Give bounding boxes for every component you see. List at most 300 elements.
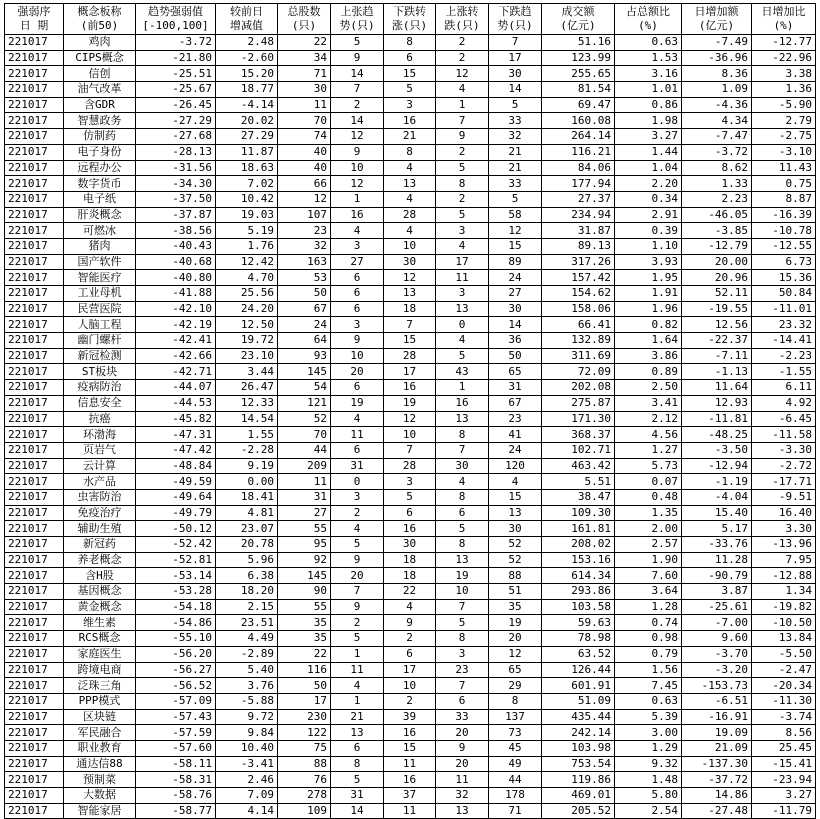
cell-down-to-up: 16	[384, 380, 436, 396]
cell-trend-strength: -56.27	[136, 662, 216, 678]
cell-change-vs-prev: 20.78	[216, 537, 278, 553]
cell-down-trend: 73	[489, 725, 542, 741]
cell-rank-date: 221017	[5, 160, 64, 176]
cell-turnover: 208.02	[542, 537, 615, 553]
cell-rank-date: 221017	[5, 489, 64, 505]
cell-down-to-up: 10	[384, 678, 436, 694]
cell-up-to-down: 3	[436, 286, 489, 302]
table-row	[5, 521, 816, 537]
cell-daily-increase-pct: -2.47	[752, 662, 816, 678]
cell-trend-strength: -41.88	[136, 286, 216, 302]
cell-up-to-down: 30	[436, 458, 489, 474]
table-row	[5, 631, 816, 647]
cell-up-trend: 0	[331, 474, 384, 490]
cell-change-vs-prev: 26.47	[216, 380, 278, 396]
cell-concept-name: 可燃冰	[64, 223, 136, 239]
cell-rank-date: 221017	[5, 599, 64, 615]
cell-daily-increase: -6.51	[682, 693, 752, 709]
cell-total-stocks: 66	[278, 176, 331, 192]
table-row	[5, 740, 816, 756]
cell-rank-date: 221017	[5, 474, 64, 490]
cell-down-to-up: 19	[384, 395, 436, 411]
cell-up-trend: 4	[331, 678, 384, 694]
cell-daily-increase-pct: 6.73	[752, 254, 816, 270]
cell-up-trend: 14	[331, 113, 384, 129]
table-row	[5, 678, 816, 694]
cell-total-stocks: 54	[278, 380, 331, 396]
cell-total-stocks: 34	[278, 50, 331, 66]
cell-concept-name: 人脑工程	[64, 317, 136, 333]
cell-share-of-total: 1.28	[615, 599, 682, 615]
cell-daily-increase-pct: -3.74	[752, 709, 816, 725]
cell-up-to-down: 33	[436, 709, 489, 725]
cell-total-stocks: 163	[278, 254, 331, 270]
cell-concept-name: ST板块	[64, 364, 136, 380]
cell-share-of-total: 2.57	[615, 537, 682, 553]
cell-daily-increase: -7.47	[682, 129, 752, 145]
cell-up-trend: 6	[331, 270, 384, 286]
cell-share-of-total: 2.12	[615, 411, 682, 427]
cell-daily-increase-pct: -5.50	[752, 646, 816, 662]
cell-concept-name: 远程办公	[64, 160, 136, 176]
cell-up-trend: 6	[331, 380, 384, 396]
cell-daily-increase: -12.94	[682, 458, 752, 474]
cell-up-to-down: 13	[436, 803, 489, 819]
cell-down-to-up: 17	[384, 662, 436, 678]
header-concept-name-line: (前50)	[80, 19, 119, 32]
cell-share-of-total: 3.27	[615, 129, 682, 145]
cell-trend-strength: -25.51	[136, 66, 216, 82]
cell-rank-date: 221017	[5, 568, 64, 584]
cell-up-trend: 9	[331, 552, 384, 568]
table-row	[5, 646, 816, 662]
cell-down-trend: 21	[489, 144, 542, 160]
cell-rank-date: 221017	[5, 207, 64, 223]
header-turnover-line: 成交额	[561, 5, 595, 18]
cell-share-of-total: 3.16	[615, 66, 682, 82]
cell-rank-date: 221017	[5, 709, 64, 725]
table-row	[5, 489, 816, 505]
cell-share-of-total: 0.74	[615, 615, 682, 631]
cell-daily-increase: -7.49	[682, 35, 752, 51]
cell-concept-name: 肝炎概念	[64, 207, 136, 223]
cell-daily-increase: -46.05	[682, 207, 752, 223]
cell-down-trend: 21	[489, 160, 542, 176]
cell-down-trend: 29	[489, 678, 542, 694]
cell-up-trend: 9	[331, 50, 384, 66]
cell-total-stocks: 11	[278, 97, 331, 113]
cell-share-of-total: 1.29	[615, 740, 682, 756]
cell-concept-name: 幽门螺杆	[64, 333, 136, 349]
cell-share-of-total: 5.39	[615, 709, 682, 725]
cell-down-trend: 52	[489, 552, 542, 568]
table-row	[5, 97, 816, 113]
header-rank-date-line: 强弱序	[17, 5, 51, 18]
cell-total-stocks: 24	[278, 317, 331, 333]
cell-up-trend: 10	[331, 160, 384, 176]
header-daily-increase-line: (亿元)	[698, 19, 735, 32]
table-row	[5, 113, 816, 129]
cell-up-trend: 2	[331, 615, 384, 631]
cell-daily-increase-pct: 50.84	[752, 286, 816, 302]
cell-share-of-total: 0.86	[615, 97, 682, 113]
cell-up-to-down: 5	[436, 521, 489, 537]
cell-total-stocks: 27	[278, 505, 331, 521]
cell-rank-date: 221017	[5, 584, 64, 600]
cell-total-stocks: 53	[278, 270, 331, 286]
header-daily-increase	[682, 4, 752, 35]
cell-down-trend: 5	[489, 191, 542, 207]
cell-turnover: 51.09	[542, 693, 615, 709]
cell-share-of-total: 1.53	[615, 50, 682, 66]
cell-up-trend: 1	[331, 191, 384, 207]
cell-share-of-total: 1.04	[615, 160, 682, 176]
cell-rank-date: 221017	[5, 772, 64, 788]
table-row	[5, 254, 816, 270]
cell-change-vs-prev: -2.89	[216, 646, 278, 662]
cell-total-stocks: 35	[278, 615, 331, 631]
cell-share-of-total: 0.63	[615, 693, 682, 709]
cell-up-to-down: 2	[436, 144, 489, 160]
cell-change-vs-prev: 18.20	[216, 584, 278, 600]
cell-concept-name: 新冠药	[64, 537, 136, 553]
cell-down-to-up: 8	[384, 35, 436, 51]
cell-rank-date: 221017	[5, 50, 64, 66]
cell-turnover: 63.52	[542, 646, 615, 662]
cell-down-trend: 23	[489, 411, 542, 427]
cell-down-trend: 27	[489, 286, 542, 302]
cell-change-vs-prev: 23.10	[216, 348, 278, 364]
cell-daily-increase-pct: 4.92	[752, 395, 816, 411]
table-row	[5, 82, 816, 98]
cell-up-trend: 5	[331, 772, 384, 788]
cell-total-stocks: 22	[278, 35, 331, 51]
cell-concept-name: 云计算	[64, 458, 136, 474]
cell-total-stocks: 40	[278, 144, 331, 160]
cell-total-stocks: 95	[278, 537, 331, 553]
cell-rank-date: 221017	[5, 286, 64, 302]
cell-daily-increase-pct: -19.82	[752, 599, 816, 615]
cell-trend-strength: -45.82	[136, 411, 216, 427]
cell-concept-name: 家庭医生	[64, 646, 136, 662]
cell-daily-increase-pct: -9.51	[752, 489, 816, 505]
cell-trend-strength: -27.29	[136, 113, 216, 129]
cell-up-to-down: 5	[436, 160, 489, 176]
cell-turnover: 463.42	[542, 458, 615, 474]
table-row	[5, 725, 816, 741]
cell-daily-increase: -16.91	[682, 709, 752, 725]
cell-down-trend: 65	[489, 662, 542, 678]
cell-up-trend: 3	[331, 238, 384, 254]
cell-up-to-down: 1	[436, 380, 489, 396]
cell-up-trend: 4	[331, 411, 384, 427]
cell-down-trend: 44	[489, 772, 542, 788]
cell-trend-strength: -52.81	[136, 552, 216, 568]
cell-up-to-down: 8	[436, 489, 489, 505]
cell-change-vs-prev: -4.14	[216, 97, 278, 113]
table-row	[5, 537, 816, 553]
cell-down-trend: 14	[489, 317, 542, 333]
cell-total-stocks: 76	[278, 772, 331, 788]
cell-share-of-total: 2.50	[615, 380, 682, 396]
header-change-vs-prev	[216, 4, 278, 35]
cell-turnover: 753.54	[542, 756, 615, 772]
cell-rank-date: 221017	[5, 631, 64, 647]
cell-trend-strength: -54.18	[136, 599, 216, 615]
cell-daily-increase: -12.79	[682, 238, 752, 254]
cell-down-trend: 30	[489, 66, 542, 82]
cell-trend-strength: -27.68	[136, 129, 216, 145]
cell-change-vs-prev: -3.41	[216, 756, 278, 772]
cell-daily-increase: 9.60	[682, 631, 752, 647]
cell-up-trend: 3	[331, 317, 384, 333]
cell-share-of-total: 0.34	[615, 191, 682, 207]
cell-share-of-total: 1.64	[615, 333, 682, 349]
cell-turnover: 469.01	[542, 788, 615, 804]
cell-total-stocks: 17	[278, 693, 331, 709]
cell-concept-name: PPP模式	[64, 693, 136, 709]
table-row	[5, 270, 816, 286]
cell-daily-increase-pct: -17.71	[752, 474, 816, 490]
cell-total-stocks: 35	[278, 631, 331, 647]
header-turnover-line: (亿元)	[560, 19, 596, 32]
cell-rank-date: 221017	[5, 395, 64, 411]
cell-share-of-total: 1.56	[615, 662, 682, 678]
cell-down-to-up: 3	[384, 97, 436, 113]
cell-down-trend: 32	[489, 129, 542, 145]
cell-turnover: 275.87	[542, 395, 615, 411]
cell-down-trend: 20	[489, 631, 542, 647]
cell-share-of-total: 0.48	[615, 489, 682, 505]
cell-turnover: 153.16	[542, 552, 615, 568]
cell-up-to-down: 8	[436, 176, 489, 192]
cell-turnover: 102.71	[542, 442, 615, 458]
concept-strength-table	[4, 3, 816, 819]
cell-turnover: 84.06	[542, 160, 615, 176]
table-row	[5, 223, 816, 239]
cell-change-vs-prev: 9.72	[216, 709, 278, 725]
cell-daily-increase-pct: 11.43	[752, 160, 816, 176]
cell-rank-date: 221017	[5, 348, 64, 364]
cell-down-to-up: 11	[384, 756, 436, 772]
cell-turnover: 435.44	[542, 709, 615, 725]
cell-daily-increase: 52.11	[682, 286, 752, 302]
cell-up-trend: 20	[331, 568, 384, 584]
cell-daily-increase-pct: -5.90	[752, 97, 816, 113]
cell-total-stocks: 31	[278, 489, 331, 505]
cell-daily-increase: -27.48	[682, 803, 752, 819]
cell-change-vs-prev: -5.88	[216, 693, 278, 709]
cell-trend-strength: -57.43	[136, 709, 216, 725]
cell-trend-strength: -54.86	[136, 615, 216, 631]
cell-up-to-down: 7	[436, 442, 489, 458]
cell-concept-name: 工业母机	[64, 286, 136, 302]
cell-share-of-total: 1.91	[615, 286, 682, 302]
cell-rank-date: 221017	[5, 693, 64, 709]
cell-daily-increase: -1.19	[682, 474, 752, 490]
cell-daily-increase-pct: 3.30	[752, 521, 816, 537]
cell-up-trend: 19	[331, 395, 384, 411]
header-up-to-down-line: 跌(只)	[444, 19, 480, 32]
cell-down-trend: 89	[489, 254, 542, 270]
header-down-trend	[489, 4, 542, 35]
cell-rank-date: 221017	[5, 35, 64, 51]
cell-daily-increase: 4.34	[682, 113, 752, 129]
cell-down-trend: 24	[489, 270, 542, 286]
table-row	[5, 662, 816, 678]
cell-share-of-total: 3.93	[615, 254, 682, 270]
cell-concept-name: 养老概念	[64, 552, 136, 568]
cell-up-to-down: 2	[436, 191, 489, 207]
cell-turnover: 368.37	[542, 427, 615, 443]
cell-turnover: 264.14	[542, 129, 615, 145]
header-rank-date-line: 日 期	[19, 19, 49, 32]
header-row	[5, 4, 816, 35]
cell-up-trend: 20	[331, 364, 384, 380]
table-row	[5, 803, 816, 819]
cell-trend-strength: -48.84	[136, 458, 216, 474]
cell-change-vs-prev: 2.48	[216, 35, 278, 51]
cell-daily-increase-pct: 8.87	[752, 191, 816, 207]
cell-share-of-total: 0.63	[615, 35, 682, 51]
cell-up-to-down: 23	[436, 662, 489, 678]
cell-change-vs-prev: 5.19	[216, 223, 278, 239]
cell-down-trend: 65	[489, 364, 542, 380]
cell-down-trend: 14	[489, 82, 542, 98]
table-row	[5, 584, 816, 600]
cell-trend-strength: -42.66	[136, 348, 216, 364]
cell-concept-name: 预制菜	[64, 772, 136, 788]
cell-daily-increase: 20.96	[682, 270, 752, 286]
cell-total-stocks: 52	[278, 411, 331, 427]
header-trend-strength	[136, 4, 216, 35]
cell-up-to-down: 13	[436, 552, 489, 568]
cell-up-to-down: 3	[436, 646, 489, 662]
cell-trend-strength: -58.31	[136, 772, 216, 788]
cell-concept-name: 疫病防治	[64, 380, 136, 396]
cell-total-stocks: 109	[278, 803, 331, 819]
cell-total-stocks: 230	[278, 709, 331, 725]
cell-share-of-total: 0.07	[615, 474, 682, 490]
cell-concept-name: 智慧政务	[64, 113, 136, 129]
cell-concept-name: 基因概念	[64, 584, 136, 600]
cell-total-stocks: 88	[278, 756, 331, 772]
cell-up-to-down: 5	[436, 348, 489, 364]
cell-change-vs-prev: 7.02	[216, 176, 278, 192]
cell-daily-increase: 8.62	[682, 160, 752, 176]
table-row	[5, 411, 816, 427]
cell-change-vs-prev: 6.38	[216, 568, 278, 584]
cell-change-vs-prev: 0.00	[216, 474, 278, 490]
cell-down-to-up: 5	[384, 82, 436, 98]
cell-share-of-total: 1.48	[615, 772, 682, 788]
table-row	[5, 191, 816, 207]
cell-change-vs-prev: 9.19	[216, 458, 278, 474]
cell-down-trend: 36	[489, 333, 542, 349]
cell-change-vs-prev: 12.33	[216, 395, 278, 411]
cell-down-to-up: 13	[384, 286, 436, 302]
cell-turnover: 27.37	[542, 191, 615, 207]
cell-daily-increase-pct: -3.30	[752, 442, 816, 458]
cell-rank-date: 221017	[5, 380, 64, 396]
table-row	[5, 474, 816, 490]
cell-up-trend: 6	[331, 442, 384, 458]
cell-trend-strength: -56.20	[136, 646, 216, 662]
cell-turnover: 69.47	[542, 97, 615, 113]
cell-turnover: 293.86	[542, 584, 615, 600]
cell-daily-increase: 5.17	[682, 521, 752, 537]
cell-turnover: 311.69	[542, 348, 615, 364]
cell-daily-increase-pct: -6.45	[752, 411, 816, 427]
cell-up-trend: 11	[331, 427, 384, 443]
cell-turnover: 614.34	[542, 568, 615, 584]
cell-turnover: 116.21	[542, 144, 615, 160]
cell-daily-increase: 1.33	[682, 176, 752, 192]
cell-down-trend: 120	[489, 458, 542, 474]
cell-down-to-up: 28	[384, 458, 436, 474]
cell-daily-increase-pct: 0.75	[752, 176, 816, 192]
cell-change-vs-prev: 25.56	[216, 286, 278, 302]
cell-daily-increase-pct: 25.45	[752, 740, 816, 756]
cell-daily-increase-pct: -16.39	[752, 207, 816, 223]
header-daily-increase-line: 日增加额	[694, 5, 739, 18]
cell-down-trend: 12	[489, 223, 542, 239]
cell-daily-increase: -36.96	[682, 50, 752, 66]
cell-daily-increase: 1.09	[682, 82, 752, 98]
table-row	[5, 599, 816, 615]
cell-share-of-total: 2.91	[615, 207, 682, 223]
cell-change-vs-prev: -2.28	[216, 442, 278, 458]
cell-up-trend: 5	[331, 631, 384, 647]
cell-concept-name: 抗癌	[64, 411, 136, 427]
cell-up-to-down: 3	[436, 223, 489, 239]
cell-down-trend: 52	[489, 537, 542, 553]
cell-share-of-total: 1.27	[615, 442, 682, 458]
cell-up-trend: 14	[331, 803, 384, 819]
cell-down-trend: 5	[489, 97, 542, 113]
cell-turnover: 171.30	[542, 411, 615, 427]
cell-up-to-down: 13	[436, 301, 489, 317]
cell-total-stocks: 30	[278, 82, 331, 98]
cell-down-to-up: 6	[384, 50, 436, 66]
cell-change-vs-prev: 27.29	[216, 129, 278, 145]
cell-down-trend: 24	[489, 442, 542, 458]
cell-concept-name: 仿制药	[64, 129, 136, 145]
cell-turnover: 234.94	[542, 207, 615, 223]
cell-up-to-down: 8	[436, 537, 489, 553]
cell-up-trend: 12	[331, 176, 384, 192]
cell-up-trend: 7	[331, 584, 384, 600]
cell-down-to-up: 18	[384, 552, 436, 568]
cell-turnover: 158.06	[542, 301, 615, 317]
cell-trend-strength: -57.59	[136, 725, 216, 741]
cell-down-trend: 7	[489, 35, 542, 51]
cell-up-to-down: 8	[436, 631, 489, 647]
cell-share-of-total: 3.86	[615, 348, 682, 364]
table-row	[5, 772, 816, 788]
cell-daily-increase: -3.72	[682, 144, 752, 160]
cell-trend-strength: -50.12	[136, 521, 216, 537]
cell-daily-increase-pct: 16.40	[752, 505, 816, 521]
cell-down-to-up: 12	[384, 270, 436, 286]
cell-daily-increase-pct: 2.79	[752, 113, 816, 129]
cell-up-trend: 2	[331, 505, 384, 521]
cell-change-vs-prev: 10.42	[216, 191, 278, 207]
cell-down-to-up: 2	[384, 631, 436, 647]
cell-change-vs-prev: 1.55	[216, 427, 278, 443]
table-row	[5, 364, 816, 380]
cell-share-of-total: 1.90	[615, 552, 682, 568]
